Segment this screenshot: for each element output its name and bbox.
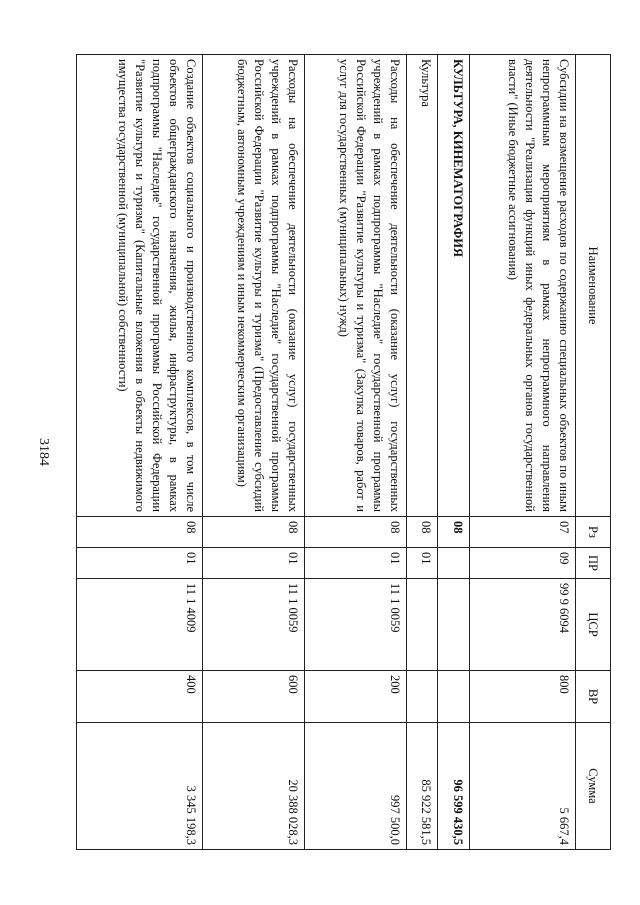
row-rz: 08 <box>438 517 470 548</box>
row-pr: 01 <box>304 548 406 579</box>
row-name: Расходы на обеспечение деятельности (оказание услуг) государственных учреждений в рамках подпрограммы "Наследие" государственной программы Российской Федерации "Развитие культуры и туризма" (Закупка товаров, работ и услуг для государственных (муниципальных) нужд) <box>304 55 406 517</box>
row-sum: 96 599 430,5 <box>438 723 470 850</box>
row-name: Создание объектов социального и производственного комплексов, в том числе объектов общегражданского назначения, жилья, инфраструктуры, в рамках подпрограммы "Наследие" государственной программы Российской Федерации "Развитие культуры и туризма" (Капитальные вложения в объекты недвижимого имущества государственной (муниципальной) собственности) <box>77 55 203 517</box>
row-rz: 07 <box>469 517 575 548</box>
row-csr: 11 1 0059 <box>203 579 305 671</box>
budget-table <box>76 54 611 850</box>
table-row <box>203 55 305 850</box>
row-pr: 01 <box>203 548 305 579</box>
row-vr: 800 <box>469 671 575 723</box>
row-pr <box>438 548 470 579</box>
row-sum: 5 667,4 <box>469 723 575 850</box>
row-vr: 200 <box>304 671 406 723</box>
row-sum: 997 500,0 <box>304 723 406 850</box>
header-name: Наименование <box>576 55 611 517</box>
row-sum: 3 345 198,3 <box>77 723 203 850</box>
row-rz: 08 <box>406 517 438 548</box>
table-header-row <box>576 55 611 850</box>
table-row <box>406 55 438 850</box>
row-csr <box>406 579 438 671</box>
row-csr: 11 1 4009 <box>77 579 203 671</box>
row-rz: 08 <box>304 517 406 548</box>
row-pr: 09 <box>469 548 575 579</box>
budget-table-container <box>76 54 611 849</box>
header-vr: ВР <box>576 671 611 723</box>
row-name: КУЛЬТУРА, КИНЕМАТОГРАФИЯ <box>438 55 470 517</box>
table-row <box>304 55 406 850</box>
row-vr: 600 <box>203 671 305 723</box>
row-pr: 01 <box>406 548 438 579</box>
header-pr: ПР <box>576 548 611 579</box>
row-vr <box>406 671 438 723</box>
header-sum: Сумма <box>576 723 611 850</box>
row-vr <box>438 671 470 723</box>
row-vr: 400 <box>77 671 203 723</box>
row-pr: 01 <box>77 548 203 579</box>
table-row <box>438 55 470 850</box>
table-row <box>77 55 203 850</box>
row-rz: 08 <box>77 517 203 548</box>
row-sum: 85 922 581,5 <box>406 723 438 850</box>
page-number: 3184 <box>36 438 51 466</box>
row-name: Субсидии на возмещение расходов по содержанию специальных объектов по иным непрограммным мероприятиям в рамках непрограммного направления деятельности "Реализация функций иных федеральных органов государственной власти" (Иные бюджетные ассигнования) <box>469 55 575 517</box>
row-name: Культура <box>406 55 438 517</box>
header-rz: Рз <box>576 517 611 548</box>
table-row <box>469 55 575 850</box>
row-name: Расходы на обеспечение деятельности (оказание услуг) государственных учреждений в рамках подпрограммы "Наследие" государственной программы Российской Федерации "Развитие культуры и туризма" (Предоставление субсидий бюджетным, автономным учреждениям и иным некоммерческим организациям) <box>203 55 305 517</box>
row-rz: 08 <box>203 517 305 548</box>
row-csr: 11 1 0059 <box>304 579 406 671</box>
row-csr: 99 9 6094 <box>469 579 575 671</box>
header-csr: ЦСР <box>576 579 611 671</box>
row-csr <box>438 579 470 671</box>
row-sum: 20 388 028,3 <box>203 723 305 850</box>
